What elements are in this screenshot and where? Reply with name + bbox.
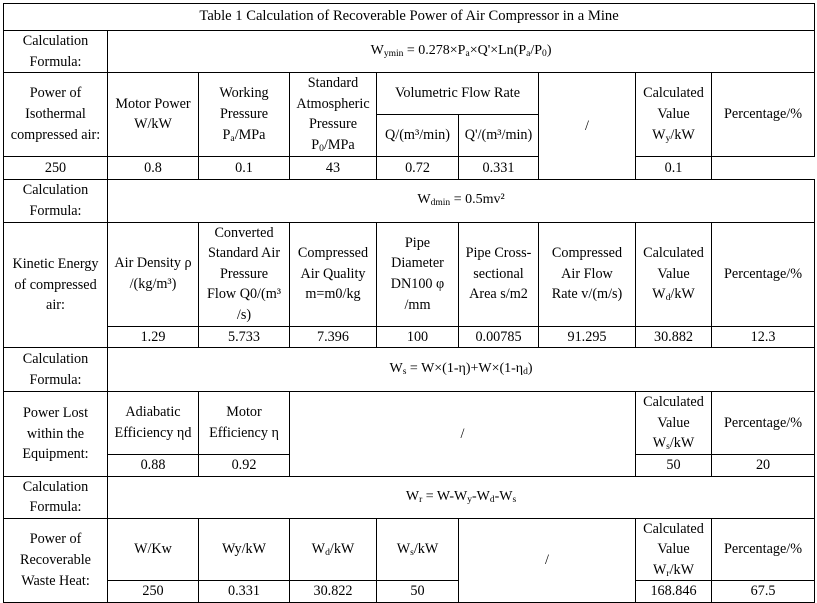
air-flow-rate-header: Compressed Air Flow Rate v/(m/s) [539,222,636,326]
kinetic-percentage-header: Percentage/% [712,222,815,326]
w-header: W/Kw [108,518,199,581]
working-pressure-header: Working Pressure $P_a$/MPa [199,73,290,156]
flow-q2-header: Q'/(m³/min) [459,115,539,156]
waste-row-label: Power of Recoverable Waste Heat: [4,518,108,602]
waste-formula-label: Calculation Formula: [4,476,108,518]
isothermal-percentage-header: Percentage/% [712,73,815,156]
equipment-percentage-header: Percentage/% [712,392,815,455]
kinetic-value: 30.882 [636,326,712,348]
wd-header: $W_d/kW$ [290,518,377,581]
equipment-row-label: Power Lost within the Equipment: [4,392,108,476]
motor-efficiency-header: Motor Efficiency η [199,392,290,455]
converted-flow-header: Converted Standard Air Pressure Flow Q0/(m³ /s) [199,222,290,326]
isothermal-calc-header: Calculated Value $W_y/kW$ [636,73,712,156]
kinetic-calc-header: Calculated Value $W_d/kW$ [636,222,712,326]
air-quality-header: Compressed Air Quality m=m0/kg [290,222,377,326]
ws-header: $W_s/kW$ [377,518,459,581]
waste-value: 30.822 [290,581,377,603]
waste-value: 50 [377,581,459,603]
kinetic-value: 0.00785 [459,326,539,348]
equipment-formula-label: Calculation Formula: [4,348,108,392]
equipment-value: 0.88 [108,454,199,476]
kinetic-value: 5.733 [199,326,290,348]
table-title: Table 1 Calculation of Recoverable Power of Air Compressor in a Mine [4,4,815,31]
equipment-value: 20 [712,454,815,476]
isothermal-value: 0.8 [108,156,199,179]
isothermal-value: 0.1 [199,156,290,179]
kinetic-value: 100 [377,326,459,348]
equipment-value: 0.92 [199,454,290,476]
waste-value: 250 [108,581,199,603]
recoverable-power-table [3,3,815,603]
waste-value: 67.5 [712,581,815,603]
waste-value: 0.331 [199,581,290,603]
motor-power-header: Motor Power W/kW [108,73,199,156]
isothermal-value: 0.331 [459,156,539,179]
isothermal-value: 43 [290,156,377,179]
kinetic-value: 1.29 [108,326,199,348]
flow-q-header: Q/(m³/min) [377,115,459,156]
equipment-formula: $W_s = W\times(1-\eta)+W\times(1-\eta_d)$ [108,348,815,392]
equipment-empty-slash: / [290,392,636,476]
air-density-header: Air Density ρ /(kg/m³) [108,222,199,326]
kinetic-value: 12.3 [712,326,815,348]
pipe-area-header: Pipe Cross- sectional Area s/m2 [459,222,539,326]
kinetic-value: 91.295 [539,326,636,348]
equipment-calc-header: Calculated Value $W_s/kW$ [636,392,712,455]
pipe-diameter-header: Pipe Diameter DN100 φ /mm [377,222,459,326]
waste-value: 168.846 [636,581,712,603]
waste-empty-slash: / [459,518,636,602]
waste-formula: $W_r = W-W_y-W_d-W_s$ [108,476,815,518]
wy-header: Wy/kW [199,518,290,581]
kinetic-row-label: Kinetic Energy of compressed air: [4,222,108,348]
isothermal-row-label: Power of Isothermal compressed air: [4,73,108,156]
equipment-value: 50 [636,454,712,476]
waste-percentage-header: Percentage/% [712,518,815,581]
isothermal-value: 250 [4,156,108,179]
standard-pressure-header: Standard Atmospheric Pressure $P_0$/MPa [290,73,377,156]
waste-calc-header: Calculated Value $W_r/kW$ [636,518,712,581]
kinetic-formula: $W_{dmin} = 0.5mv^2$ [108,179,815,222]
isothermal-value: 0.1 [636,156,712,179]
isothermal-value: 0.72 [377,156,459,179]
isothermal-formula-label: Calculation Formula: [4,31,108,73]
adiabatic-efficiency-header: Adiabatic Efficiency ηd [108,392,199,455]
isothermal-empty-slash: / [539,73,636,179]
isothermal-formula: $W_{ymin} = 0.278\times P_a\times Q'\times Ln(P_a/P_0)$ [108,31,815,73]
kinetic-value: 7.396 [290,326,377,348]
kinetic-formula-label: Calculation Formula: [4,179,108,222]
volumetric-flow-header: Volumetric Flow Rate [377,73,539,115]
